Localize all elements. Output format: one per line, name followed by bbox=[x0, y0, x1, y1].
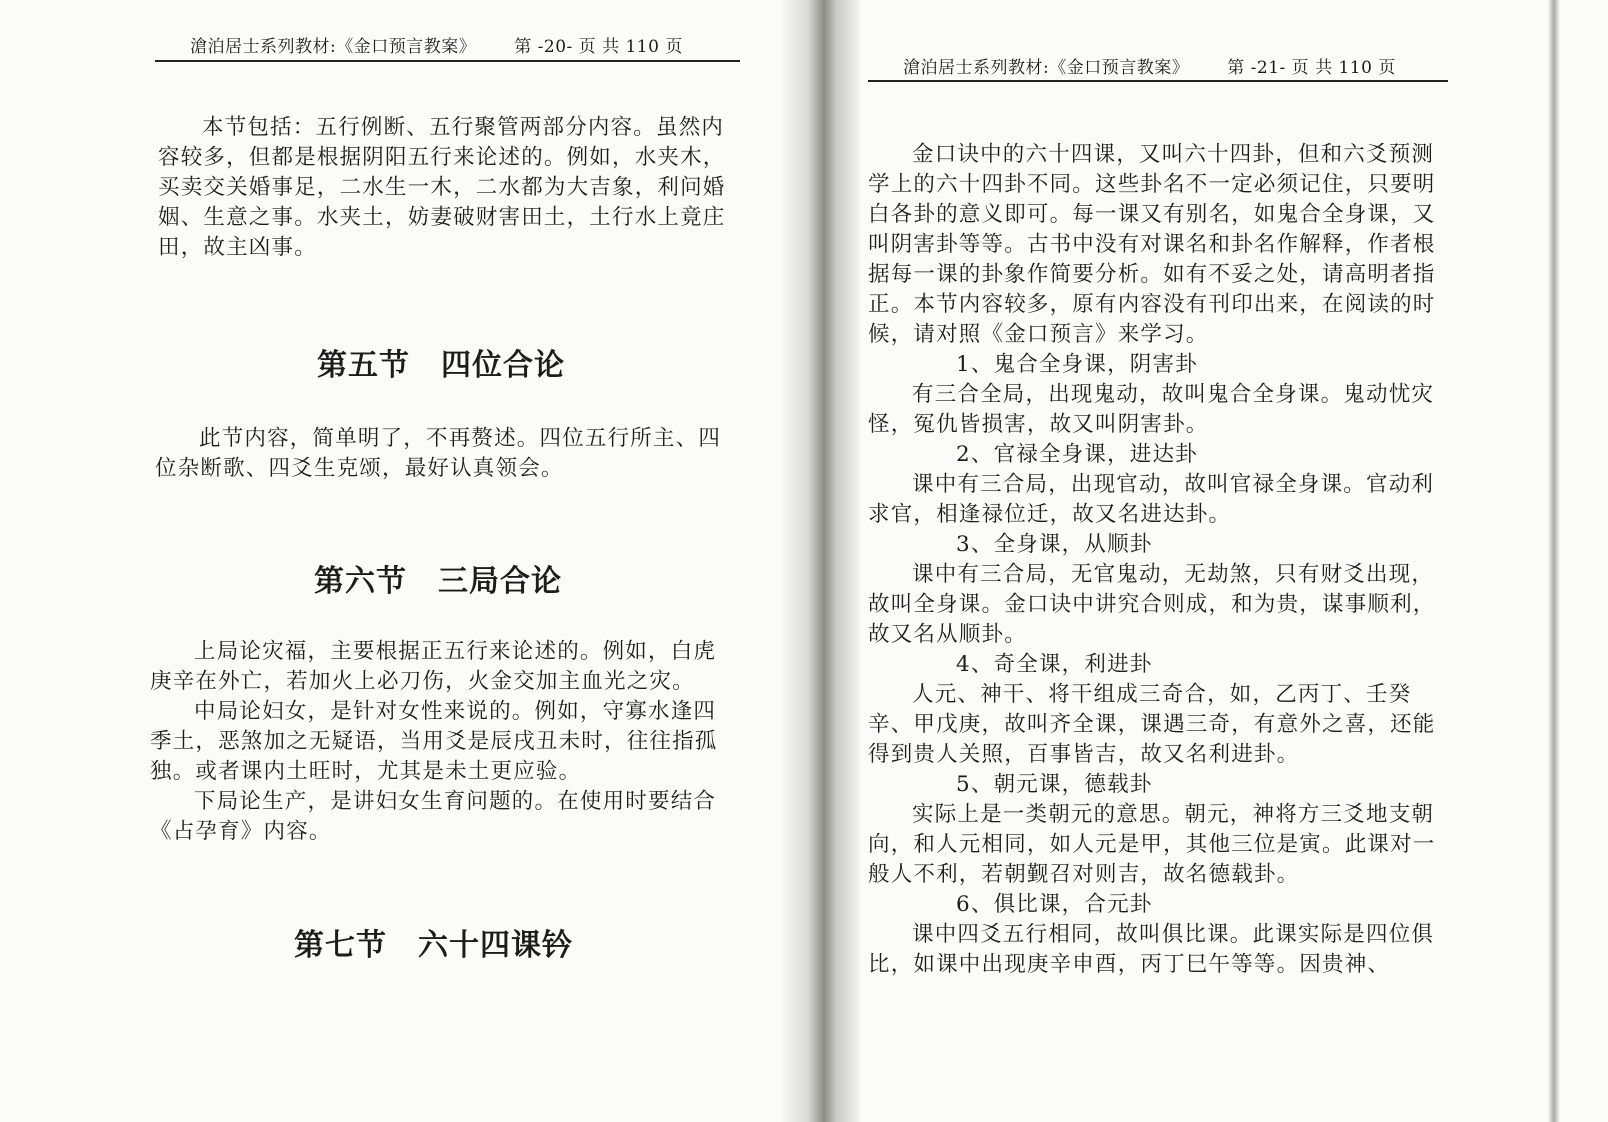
course-5-text: 实际上是一类朝元的意思。朝元，神将方三爻地支朝向，和人元相同，如人元是甲，其他三位是寅。此课对一般人不利，若朝觐召对则吉，故名德载卦。 bbox=[868, 802, 1436, 887]
right-page-header bbox=[903, 53, 1396, 78]
course-1-text: 有三合全局，出现鬼动，故叫鬼合全身课。鬼动忧灾怪，冤仇皆损害，故又叫阴害卦。 bbox=[868, 382, 1435, 437]
left-intro-paragraph: 本节包括：五行例断、五行聚管两部分内容。虽然内容较多，但都是根据阴阳五行来论述的。例如，水夹木，买卖交关婚事足，二水生一木，二水都为大吉象，利问婚姻、生意之事。水夹土，妨妻破财害田土，土行水上竟庄田，故主凶事。 bbox=[158, 115, 726, 260]
course-2-text: 课中有三合局，出现官动，故叫官禄全身课。官动利求官，相逢禄位迁，故又名进达卦。 bbox=[868, 472, 1435, 527]
course-2-heading: 2、官禄全身课，进达卦 bbox=[956, 442, 1198, 467]
left-header-page-number: 第 -20- 页 共 110 页 bbox=[514, 37, 683, 57]
section-6-title: 第六节 三局合论 bbox=[314, 564, 562, 599]
book-gutter-shadow bbox=[780, 0, 860, 1122]
course-6-heading: 6、俱比课，合元卦 bbox=[956, 892, 1153, 917]
left-page-header bbox=[190, 32, 683, 57]
course-5-heading: 5、朝元课，德载卦 bbox=[956, 772, 1153, 797]
course-4-heading: 4、奇全课，利进卦 bbox=[956, 652, 1153, 677]
section-5-title: 第五节 四位合论 bbox=[317, 348, 565, 383]
course-6-text: 课中四爻五行相同，故叫俱比课。此课实际是四位俱比，如课中出现庚辛申酉，丙丁巳午等等。因贵神、 bbox=[868, 922, 1435, 977]
right-header-page-number: 第 -21- 页 共 110 页 bbox=[1227, 58, 1396, 78]
right-header-title: 滄泊居士系列教材:《金口预言教案》 bbox=[903, 58, 1190, 78]
right-intro-paragraph: 金口诀中的六十四课，又叫六十四卦，但和六爻预测学上的六十四卦不同。这些卦名不一定必须记住，只要明白各卦的意义即可。每一课又有别名，如鬼合全身课，又叫阴害卦等等。古书中没有对课名和卦名作解释，作者根据每一课的卦象作简要分析。如有不妥之处，请高明者指正。本节内容较多，原有内容没有刊印出来，在阅读的时候，请对照《金口预言》来学习。 bbox=[868, 142, 1436, 347]
left-header-rule bbox=[155, 60, 740, 62]
section-6-paragraphs bbox=[150, 637, 730, 847]
section-7-title: 第七节 六十四课钤 bbox=[294, 928, 573, 963]
course-1-heading: 1、鬼合全身课，阴害卦 bbox=[956, 352, 1198, 377]
section-6-paragraph: 下局论生产，是讲妇女生育问题的。在使用时要结合《占孕育》内容。 bbox=[150, 789, 717, 844]
right-body bbox=[868, 140, 1446, 980]
section-5-paragraph: 此节内容，简单明了，不再赘述。四位五行所主、四位杂断歌、四爻生克颂，最好认真领会。 bbox=[155, 426, 722, 481]
section-6-paragraph: 中局论妇女，是针对女性来说的。例如，守寡水逢四季土，恶煞加之无疑语，当用爻是辰戌丑未时，往往指孤独。或者课内土旺时，尤其是未土更应验。 bbox=[150, 699, 718, 784]
course-4-text: 人元、神干、将干组成三奇合，如，乙丙丁、壬癸辛、甲戊庚，故叫齐全课，课遇三奇，有意外之喜，还能得到贵人关照，百事皆吉，故又名利进卦。 bbox=[868, 682, 1436, 767]
course-3-text: 课中有三合局，无官鬼动，无劫煞，只有财爻出现，故叫全身课。金口诀中讲究合则成，和为贵，谋事顺利，故又名从顺卦。 bbox=[868, 562, 1436, 647]
page-edge-shadow bbox=[1548, 0, 1560, 1122]
left-header-title: 滄泊居士系列教材:《金口预言教案》 bbox=[190, 37, 477, 57]
section-6-paragraph: 上局论灾福，主要根据正五行来论述的。例如，白虎庚辛在外亡，若加火上必刀伤，火金交加主血光之灾。 bbox=[150, 639, 717, 694]
course-3-heading: 3、全身课，从顺卦 bbox=[956, 532, 1153, 557]
right-header-rule bbox=[868, 80, 1448, 82]
